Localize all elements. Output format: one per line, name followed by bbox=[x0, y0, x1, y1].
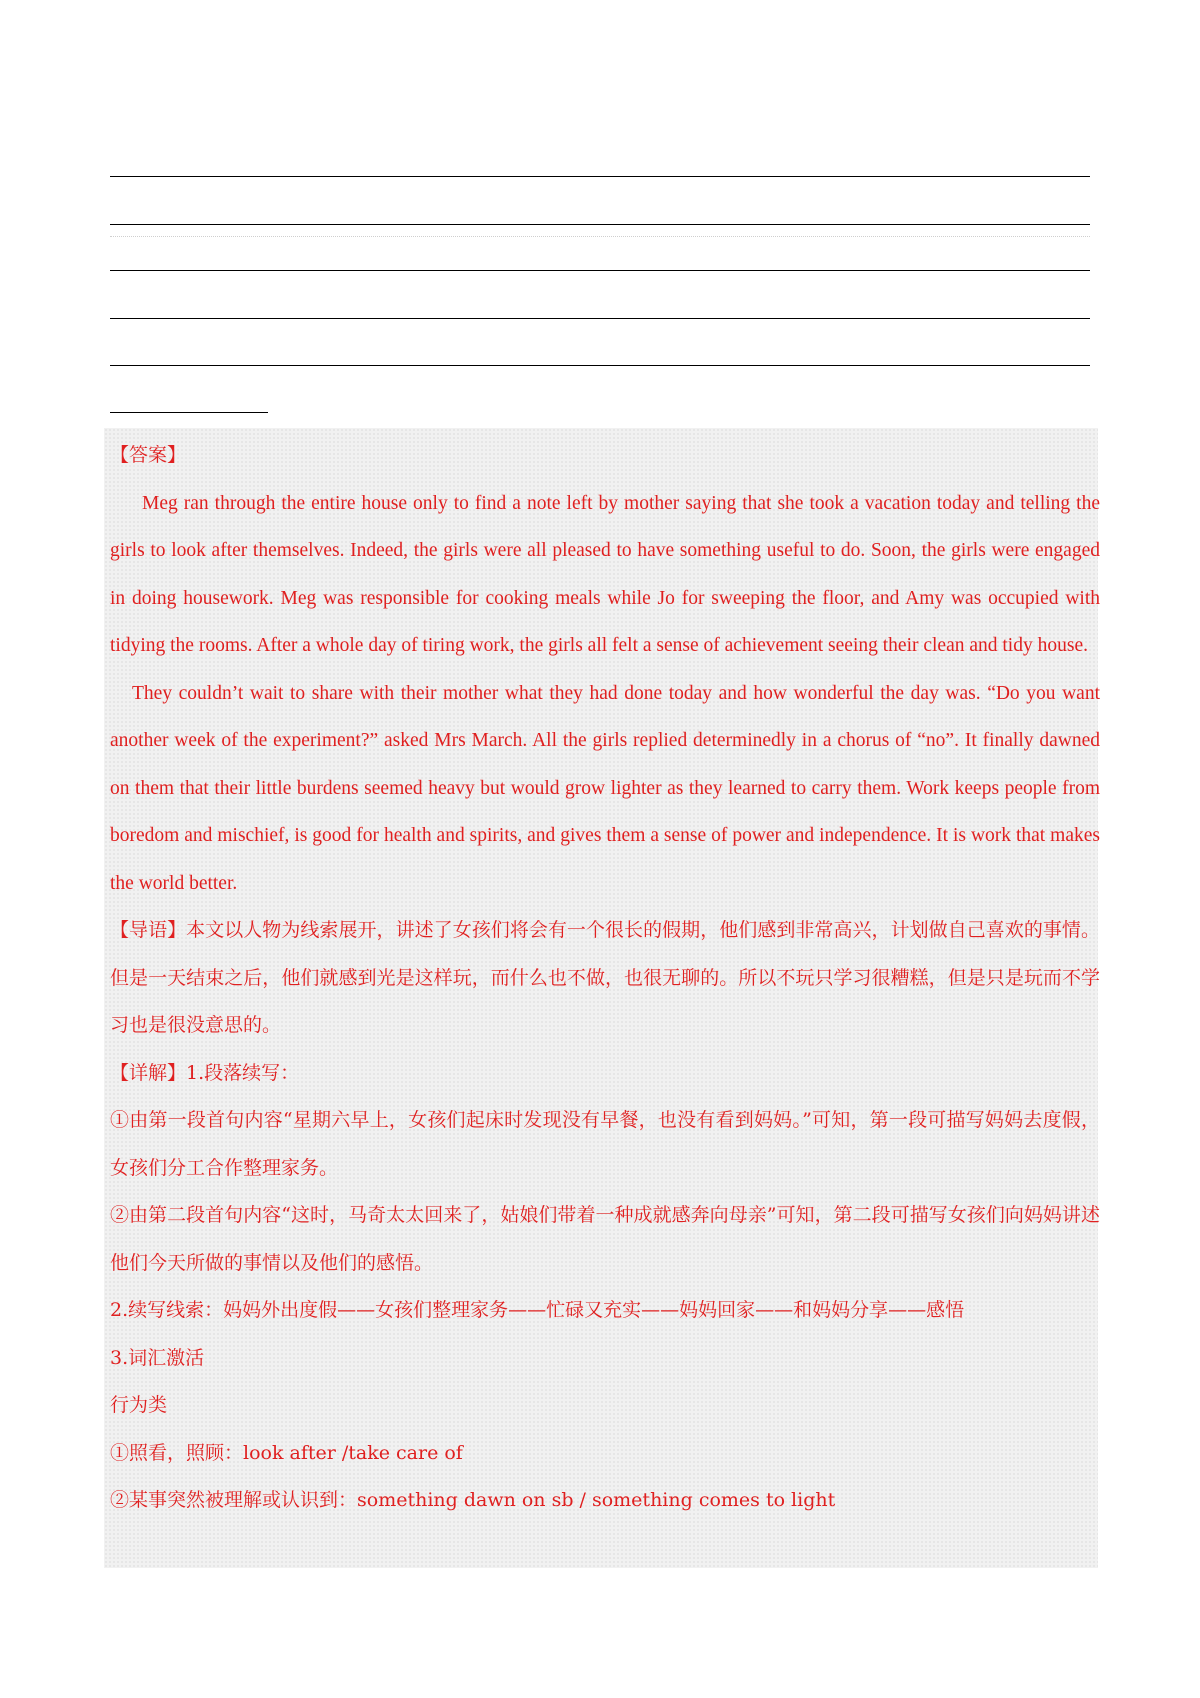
vocab-item-1: ①照看，照顾：look after /take care of bbox=[110, 1441, 463, 1464]
writing-line bbox=[110, 224, 1090, 225]
detail-heading bbox=[110, 1050, 1100, 1098]
vocab-item-2: ②某事突然被理解或认识到：something dawn on sb / something comes to light bbox=[110, 1489, 836, 1511]
vocab-category: 行为类 bbox=[110, 1394, 168, 1416]
detail-item1-a: ①由第一段首句内容“星期六早上，女孩们起床时发现没有早餐，也没有看到妈妈。”可知，第一段可描写妈妈去度假，女孩们分工合作整理家务。 bbox=[110, 1109, 1100, 1179]
writing-line bbox=[110, 365, 1090, 366]
answer-heading: 【答案】 bbox=[110, 444, 187, 466]
answer-section bbox=[110, 432, 1100, 1525]
detail-item1-b: ②由第二段首句内容“这时，马奇太太回来了，姑娘们带着一种成就感奔向母亲”可知，第二段可描写女孩们向妈妈讲述他们今天所做的事情以及他们的感悟。 bbox=[110, 1204, 1100, 1274]
divider bbox=[110, 236, 1090, 237]
writing-line-end bbox=[110, 412, 268, 413]
guide-label: 【导语】 bbox=[110, 919, 187, 941]
detail-item1-title: 1.段落续写： bbox=[186, 1061, 300, 1084]
writing-line bbox=[110, 176, 1090, 177]
answer-paragraph-2: They couldn’t wait to share with their mother what they had done today and how wonderful the day was. “Do you want another week of the experiment?” asked Mrs March. All the girls replied determinedly in a chorus of “no”. It finally dawned on them that their little burdens seemed heavy but would grow lighter as they learned to carry them. Work keeps people from boredom and mischief, is good for health and spirits, and gives them a sense of power and independence. It is work that makes the world better. bbox=[110, 682, 1100, 894]
detail-label: 【详解】 bbox=[110, 1061, 187, 1084]
detail-item2: 2.续写线索：妈妈外出度假——女孩们整理家务——忙碌又充实——妈妈回家——和妈妈分享——感悟 bbox=[110, 1299, 965, 1321]
guide-text: 本文以人物为线索展开，讲述了女孩们将会有一个很长的假期，他们感到非常高兴，计划做自己喜欢的事情。但是一天结束之后，他们就感到光是这样玩，而什么也不做，也很无聊的。所以不玩只学习很糟糕，但是只是玩而不学习也是很没意思的。 bbox=[110, 919, 1100, 1036]
guide-paragraph bbox=[110, 907, 1100, 1050]
answer-paragraph-1: Meg ran through the entire house only to find a note left by mother saying that she took a vacation today and telling the girls to look after themselves. Indeed, the girls were all pleased to have something useful to do. Soon, the girls were engaged in doing housework. Meg was responsible for cooking meals while Jo for sweeping the floor, and Amy was occupied with tidying the rooms. After a whole day of tiring work, the girls all felt a sense of achievement seeing their clean and tidy house. bbox=[110, 492, 1100, 656]
detail-item3-title: 3.词汇激活 bbox=[110, 1346, 205, 1369]
writing-line bbox=[110, 270, 1090, 271]
writing-line bbox=[110, 318, 1090, 319]
